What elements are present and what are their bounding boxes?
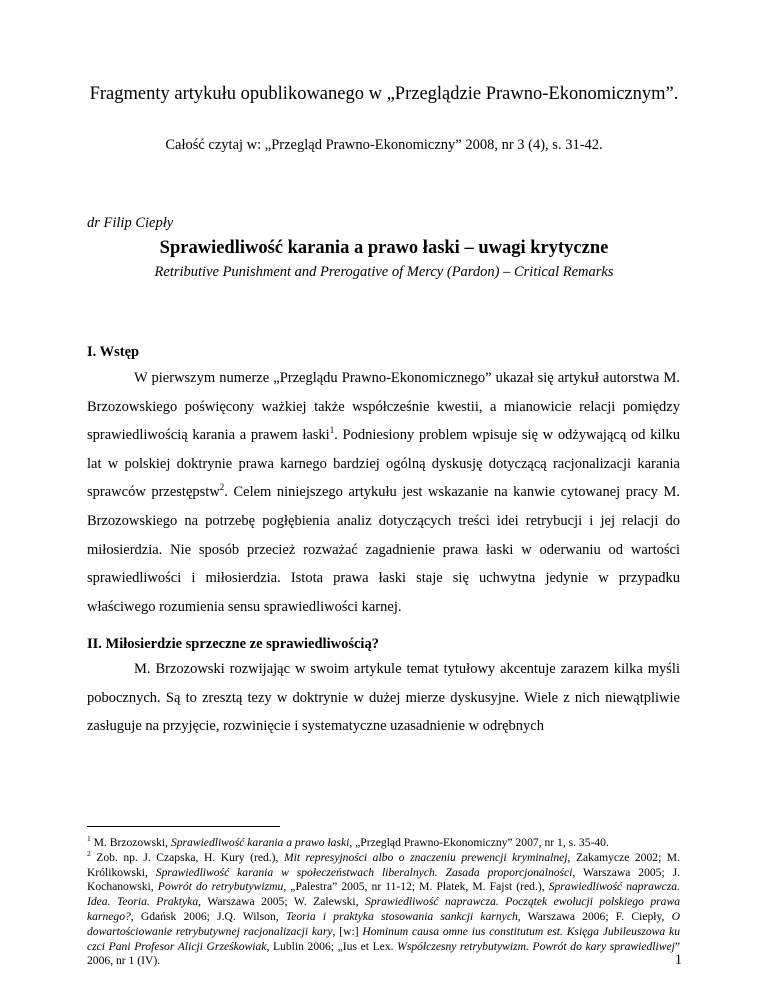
footnote-2-title: O dowartościowanie retrybutywnej racjonalizacji kary [87,909,680,938]
intro-text-part-1: W pierwszym numerze „Przeglądu Prawno-Ekonomicznego” ukazał się artykuł autorstwa M. Brzozowskiego poświęcony ważkiej także współcześnie kwestii, a mianowicie relacji pomiędzy sprawiedliwością karania a prawem łaski [87,370,680,444]
section-heading-intro: I. Wstęp [87,344,140,360]
footnote-2-title: Sprawiedliwość naprawcza. Początek ewolucji polskiego prawa karnego? [87,895,680,923]
footnote-2-title: Mit represyjności albo o znaczeniu prewencji kryminalnej [283,850,568,864]
footnote-2-title: Teoria i praktyka stosowania sankcji karnych [285,909,518,923]
intro-text-part-2: . Podniesiony problem wpisuje się w odżywającą od kilku lat w polskiej doktrynie prawa karnego bardziej ogólną dyskusję dotyczącą racjonalizacji karania sprawców przestępstw [87,427,680,501]
footnote-ref-2: 2 [219,482,225,493]
footnote-2-text: , Warszawa 2005; W. Zalewski, [198,895,366,909]
footnotes [87,836,680,969]
mercy-paragraph: M. Brzozowski rozwijając w swoim artykule temat tytułowy akcentuje zarazem kilka myśli pobocznych. Są to zresztą tezy w doktrynie w dużej mierze dyskusyjne. Wiele z nich niewątpliwie zasługuje na przyjęcie, rozwinięcie i systematyczne uzasadnienie w odrębnych [87,661,680,735]
publication-header: Fragmenty artykułu opublikowanego w „Przeglądzie Prawno-Ekonomicznym”. [89,84,679,104]
footnote-2-text: , Warszawa 2005; J. Kochanowski, [87,865,681,894]
footnote-1-mark: 1 [87,834,91,844]
footnote-2-text: , Gdańsk 2006; J.Q. Wilson, [130,909,286,923]
footnote-1 [87,836,680,851]
article-title: Sprawiedliwość karania a prawo łaski – uwagi krytyczne [159,238,609,258]
footnote-2-text: , Zakamycze 2002; M. Królikowski, [87,850,681,879]
footnote-1-source: , „Przegląd Prawno-Ekonomiczny” 2007, nr 1, s. 35-40. [349,836,609,849]
footnote-2-text: , „Palestra” 2005, nr 11-12; M. Płatek, M. Fajst (red.), [283,880,549,894]
footnote-1-title: Sprawiedliwość karania a prawo łaski [170,836,350,849]
article-subtitle: Retributive Punishment and Prerogative of Mercy (Pardon) – Critical Remarks [154,264,614,280]
intro-paragraph [87,364,680,621]
footnote-ref-1: 1 [329,425,335,436]
footnote-2-mark: 2 [87,848,91,858]
footnote-2-title: Hominum causa omne ius constitutum est. Księga Jubileuszowa ku czci Pani Profesor Alicji Grześkowiak [87,924,680,953]
footnote-2-text: Zob. np. J. Czapska, H. Kury (red.), [90,850,284,864]
footnote-2-title: Sprawiedliwość naprawcza. Idea. Teoria. Praktyka [87,880,680,909]
footnote-2-title: Powrót do retrybutywizmu [157,880,284,894]
footnote-2-text: , Lublin 2006; „Ius et Lex. [266,939,398,953]
page-number: 1 [674,952,682,968]
source-note: Całość czytaj w: „Przegląd Prawno-Ekonomiczny” 2008, nr 3 (4), s. 31-42. [165,137,603,153]
footnote-2-title: Sprawiedliwość karania w społeczeństwach liberalnych. Zasada proporcjonalności [155,865,573,879]
footnote-2-text: , [w:] [332,924,363,938]
section-heading-mercy: II. Miłosierdzie sprzeczne ze sprawiedliwością? [87,636,379,652]
intro-text-part-3: . Celem niniejszego artykułu jest wskazanie na kanwie cytowanej pracy M. Brzozowskiego na potrzebę pogłębienia analiz dotyczących treści idei retrybucji i jej relacji do miłosierdzia. Nie sposób przecież rozważać zagadnienie prawa łaski w oderwaniu od wartości sprawiedliwości i miłosierdzia. Istota prawa łaski staje się uchwytna jedynie w przypadku właściwego rozumienia sensu sprawiedliwości karnej. [87,484,680,615]
footnote-2-text: ” 2006, nr 1 (IV). [87,939,680,968]
article-author: dr Filip Ciepły [87,215,174,231]
footnote-2-title: Współczesny retrybutywizm. Powrót do kary sprawiedliwej [397,939,675,953]
footnote-2 [87,848,681,969]
footnote-1-text: M. Brzozowski, [90,836,171,849]
footnote-separator [87,826,280,827]
footnote-2-text: , Warszawa 2006; F. Ciepły, [517,909,672,923]
